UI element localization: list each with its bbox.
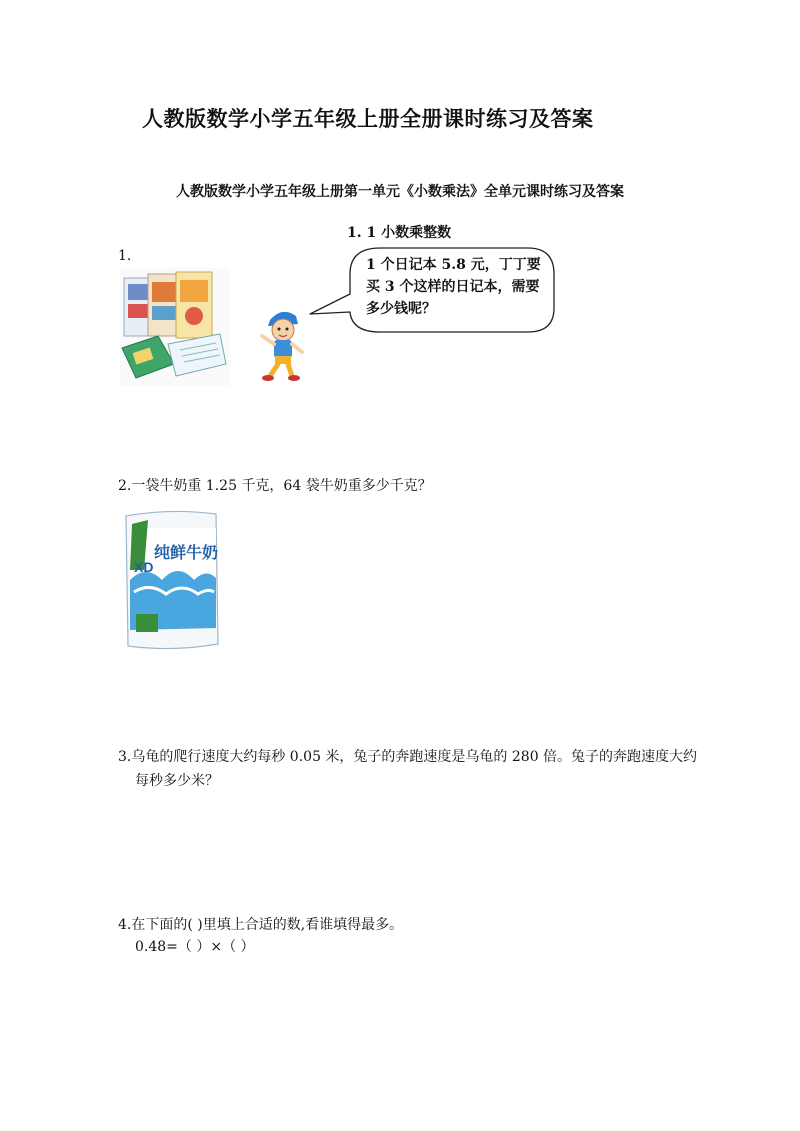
unit-title: 人教版数学小学五年级上册第一单元《小数乘法》全单元课时练习及答案 [176,184,624,200]
section-title: 1. 1 小数乘整数 [347,225,452,241]
page-title: 人教版数学小学五年级上册全册课时练习及答案 [142,106,594,131]
notebooks-image [120,268,230,386]
question-4-equation: 0.48=（ ）×（ ） [135,939,255,955]
milk-label: 纯鲜牛奶 [154,543,219,562]
speech-bubble-text: 1 个日记本 5.8 元，丁丁要买 3 个这样的日记本，需要多少钱呢？ [366,257,541,317]
milk-bag-image [120,506,224,654]
question-3-line-2: 每秒多少米？ [135,773,219,789]
question-3-text [118,745,698,793]
question-2-text: 2.一袋牛奶重 1.25 千克，64 袋牛奶重多少千克？ [118,478,432,494]
question-3-line-1: 3.乌龟的爬行速度大约每秒 0.05 米，兔子的奔跑速度是乌龟的 280 倍。兔子的奔跑速度大约 [118,749,698,765]
question-1-number: 1. [118,248,132,264]
question-4-text: 4.在下面的( )里填上合适的数,看谁填得最多。 [118,917,404,933]
milk-brand-logo: XD [134,559,154,575]
